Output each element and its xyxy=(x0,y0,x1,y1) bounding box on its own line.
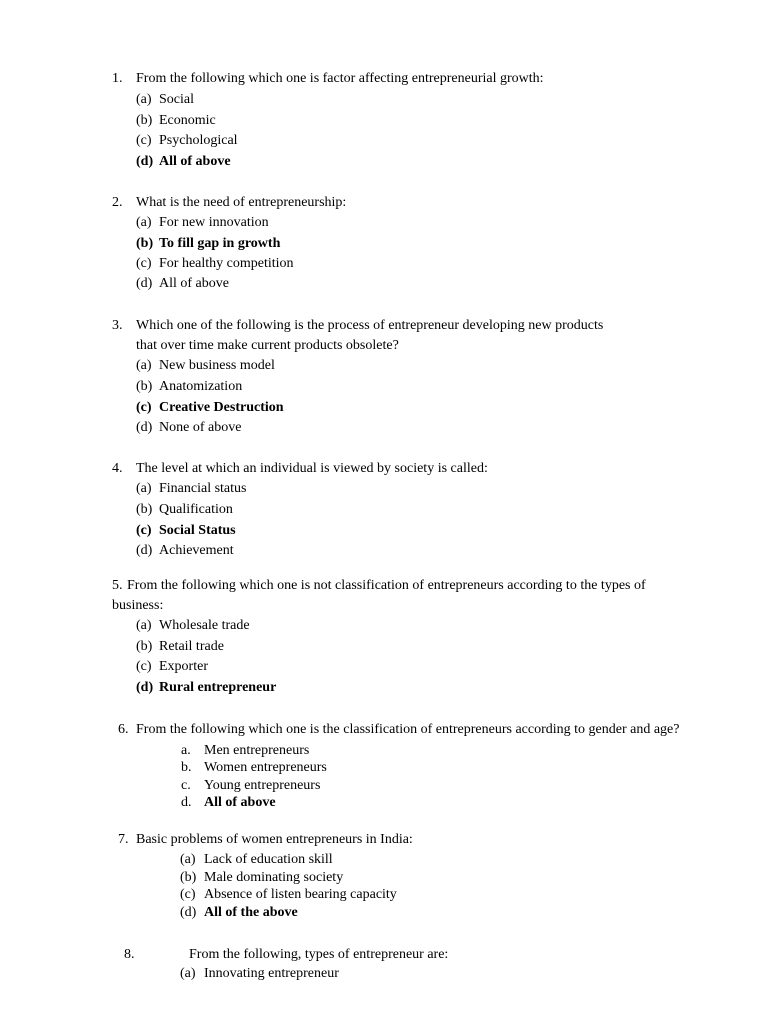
q6-option-b-marker: b. xyxy=(181,760,192,775)
q5-option-d-text: Rural entrepreneur xyxy=(159,680,277,695)
q2-option-d-marker: (d) xyxy=(136,276,153,291)
q6-option-b-text: Women entrepreneurs xyxy=(204,760,327,775)
q2-option-d-text: All of above xyxy=(159,276,229,291)
q4-option-c-marker: (c) xyxy=(136,523,152,538)
q3-option-c-marker: (c) xyxy=(136,400,152,415)
question-7-number: 7. xyxy=(118,832,129,847)
q3-option-b-text: Anatomization xyxy=(159,379,243,394)
question-3-text-line2: that over time make current products obsolete? xyxy=(136,338,399,353)
q6-option-d-text: All of above xyxy=(204,795,276,810)
q2-option-c-marker: (c) xyxy=(136,256,152,271)
q4-option-b-text: Qualification xyxy=(159,502,233,517)
question-8-text: From the following, types of entrepreneur are: xyxy=(189,947,449,962)
q4-option-d-text: Achievement xyxy=(159,543,234,558)
q5-option-a-marker: (a) xyxy=(136,618,152,633)
question-1-number: 1. xyxy=(112,71,123,86)
q8-option-a-marker: (a) xyxy=(180,966,196,981)
q3-option-b-marker: (b) xyxy=(136,379,153,394)
q3-option-a-marker: (a) xyxy=(136,358,152,373)
q3-option-d-marker: (d) xyxy=(136,420,153,435)
q7-option-a-text: Lack of education skill xyxy=(204,852,333,867)
question-3-text-line1: Which one of the following is the process of entrepreneur developing new products xyxy=(136,318,604,333)
question-7-text: Basic problems of women entrepreneurs in India: xyxy=(136,832,413,847)
question-2-text: What is the need of entrepreneurship: xyxy=(136,195,347,210)
q1-option-c-text: Psychological xyxy=(159,133,238,148)
q7-option-a-marker: (a) xyxy=(180,852,196,867)
q1-option-d-text: All of above xyxy=(159,154,231,169)
question-8-number: 8. xyxy=(124,947,135,962)
q6-option-d-marker: d. xyxy=(181,795,192,810)
q5-option-d-marker: (d) xyxy=(136,680,154,695)
q7-option-c-text: Absence of listen bearing capacity xyxy=(204,887,397,902)
question-4-text: The level at which an individual is viewed by society is called: xyxy=(136,461,488,476)
q7-option-c-marker: (c) xyxy=(180,887,196,902)
q7-option-d-marker: (d) xyxy=(180,905,197,920)
q2-option-a-marker: (a) xyxy=(136,215,152,230)
q6-option-a-text: Men entrepreneurs xyxy=(204,743,310,758)
q3-option-d-text: None of above xyxy=(159,420,242,435)
question-3-number: 3. xyxy=(112,318,123,333)
q8-option-a-text: Innovating entrepreneur xyxy=(204,966,339,981)
q6-option-c-marker: c. xyxy=(181,778,191,793)
q1-option-b-text: Economic xyxy=(159,113,216,128)
question-4-number: 4. xyxy=(112,461,123,476)
q1-option-a-text: Social xyxy=(159,92,194,107)
q7-option-b-text: Male dominating society xyxy=(204,870,344,885)
q5-option-b-text: Retail trade xyxy=(159,639,224,654)
q4-option-c-text: Social Status xyxy=(159,523,236,538)
q1-option-b-marker: (b) xyxy=(136,113,153,128)
q2-option-a-text: For new innovation xyxy=(159,215,269,230)
q4-option-d-marker: (d) xyxy=(136,543,153,558)
q4-option-a-text: Financial status xyxy=(159,481,247,496)
q3-option-c-text: Creative Destruction xyxy=(159,400,284,415)
question-2-number: 2. xyxy=(112,195,123,210)
q4-option-a-marker: (a) xyxy=(136,481,152,496)
question-1-text: From the following which one is factor affecting entrepreneurial growth: xyxy=(136,71,544,86)
q6-option-a-marker: a. xyxy=(181,743,191,758)
q2-option-b-text: To fill gap in growth xyxy=(159,236,281,251)
q2-option-c-text: For healthy competition xyxy=(159,256,294,271)
question-5-text-line1: From the following which one is not classification of entrepreneurs according to the types of xyxy=(127,578,646,593)
q5-option-a-text: Wholesale trade xyxy=(159,618,250,633)
question-5-number: 5. xyxy=(112,578,123,593)
q4-option-b-marker: (b) xyxy=(136,502,153,517)
q5-option-c-text: Exporter xyxy=(159,659,208,674)
q7-option-b-marker: (b) xyxy=(180,870,197,885)
question-6-number: 6. xyxy=(118,722,129,737)
q2-option-b-marker: (b) xyxy=(136,236,154,251)
q1-option-c-marker: (c) xyxy=(136,133,152,148)
q6-option-c-text: Young entrepreneurs xyxy=(204,778,321,793)
q3-option-a-text: New business model xyxy=(159,358,275,373)
question-6-text: From the following which one is the classification of entrepreneurs according to gender and age? xyxy=(136,722,680,737)
question-5-text-line2: business: xyxy=(112,598,164,613)
q7-option-d-text: All of the above xyxy=(204,905,298,920)
q1-option-a-marker: (a) xyxy=(136,92,152,107)
q1-option-d-marker: (d) xyxy=(136,154,154,169)
q5-option-b-marker: (b) xyxy=(136,639,153,654)
q5-option-c-marker: (c) xyxy=(136,659,152,674)
